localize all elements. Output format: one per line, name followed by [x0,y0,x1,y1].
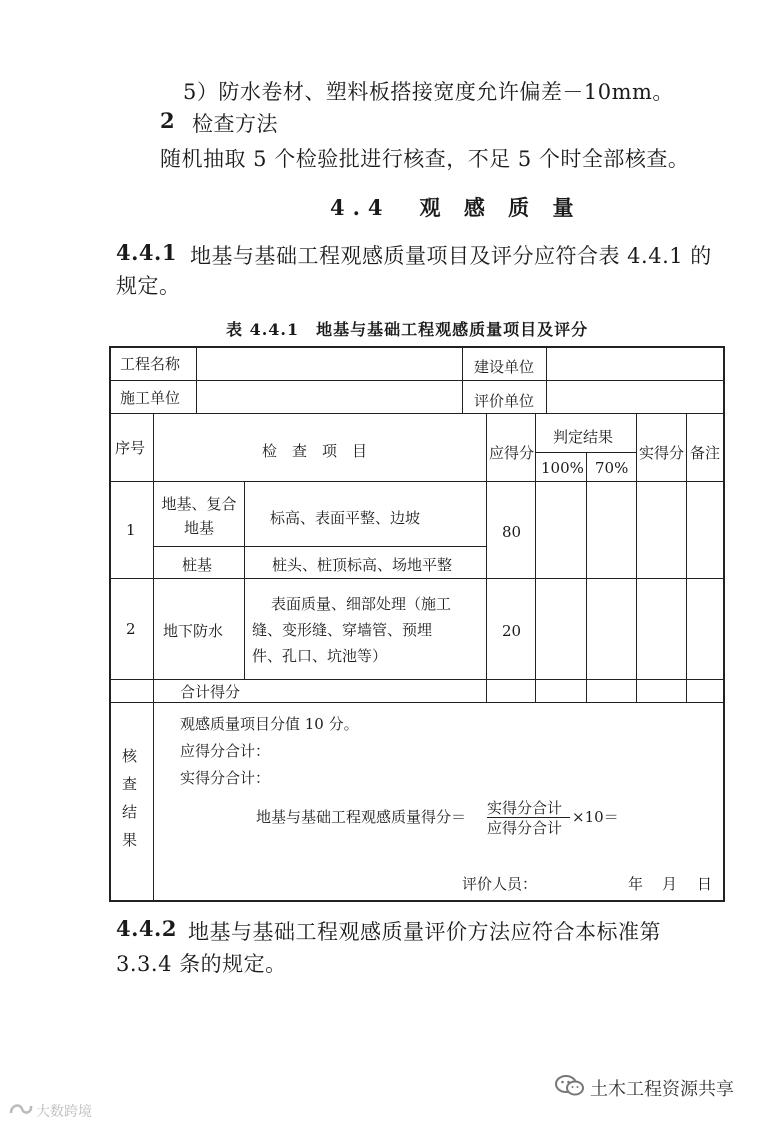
row2-group: 地下防水 [163,622,224,640]
formula-left: 地基与基础工程观感质量得分＝ [256,808,467,826]
watermark-text: 大数跨境 [36,1104,92,1120]
watermark-logo-icon [8,1100,34,1122]
check-line-due-total: 应得分合计： [180,742,271,760]
header-items: 检 查 项 目 [262,442,368,460]
clause-442-text-line2: 3.3.4 条的规定。 [116,952,287,976]
check-line-actual-total: 实得分合计： [180,769,271,787]
formula-numerator: 实得分合计 [487,799,563,817]
table-caption: 表 4.4.1 地基与基础工程观感质量项目及评分 [226,320,589,339]
clause-442-number: 4.4.2 [116,916,177,941]
header-actual-score: 实得分 [639,444,685,462]
header-due-score: 应得分 [489,444,535,462]
header-remarks: 备注 [690,444,721,462]
project-name-label: 工程名称 [120,355,181,373]
check-line-points: 观感质量项目分值 10 分。 [180,715,359,733]
row2-item-line1: 表面质量、细部处理（施工 [271,595,452,613]
row1b-group: 桩基 [182,556,213,574]
row1-score: 80 [502,523,522,541]
header-seq: 序号 [115,439,146,457]
wechat-account-name: 土木工程资源共享 [590,1079,734,1100]
clause-441-text-line2: 规定。 [116,274,181,298]
row2-seq: 2 [126,620,136,638]
row2-item-line2: 缝、变形缝、穿墙管、预埋 [252,621,433,639]
check-result-char-1: 核 [122,747,138,765]
header-pct100: 100% [541,459,584,477]
date-day: 日 [697,875,713,893]
header-judgement: 判定结果 [553,428,614,446]
heading-2-title: 检查方法 [192,112,278,136]
item-5-text: 5）防水卷材、塑料板搭接宽度允许偏差－10mm。 [183,80,674,104]
row1-group: 地基、复合地基 [161,495,237,537]
row2-score: 20 [502,622,522,640]
clause-441-text-line1: 地基与基础工程观感质量项目及评分应符合表 4.4.1 的 [190,244,712,268]
check-result-char-2: 查 [122,775,138,793]
heading-2-number: 2 [160,108,176,133]
check-result-char-3: 结 [122,803,138,821]
date-month: 月 [662,875,678,893]
construction-unit-label: 施工单位 [120,389,181,407]
method-text: 随机抽取 5 个检验批进行核查，不足 5 个时全部核查。 [160,147,690,171]
check-result-char-4: 果 [122,831,138,849]
total-score-label: 合计得分 [180,683,241,701]
evaluator-label: 评价人员： [462,875,538,893]
date-year: 年 [628,875,644,893]
row1b-item: 桩头、桩顶标高、场地平整 [272,556,453,574]
builder-label: 建设单位 [474,358,535,376]
header-pct70: 70% [595,459,629,477]
clause-441-number: 4.4.1 [116,240,177,265]
formula-right: ×10＝ [572,808,619,826]
row1-item: 标高、表面平整、边坡 [270,509,421,527]
clause-442-text-line1: 地基与基础工程观感质量评价方法应符合本标准第 [188,920,661,944]
formula-denominator: 应得分合计 [487,819,563,837]
evaluator-unit-label: 评价单位 [474,392,535,410]
section-title: 4.4 观 感 质 量 [330,195,582,220]
row1-seq: 1 [126,521,136,539]
wechat-icon [555,1075,585,1101]
row2-item-line3: 件、孔口、坑池等） [252,647,388,665]
